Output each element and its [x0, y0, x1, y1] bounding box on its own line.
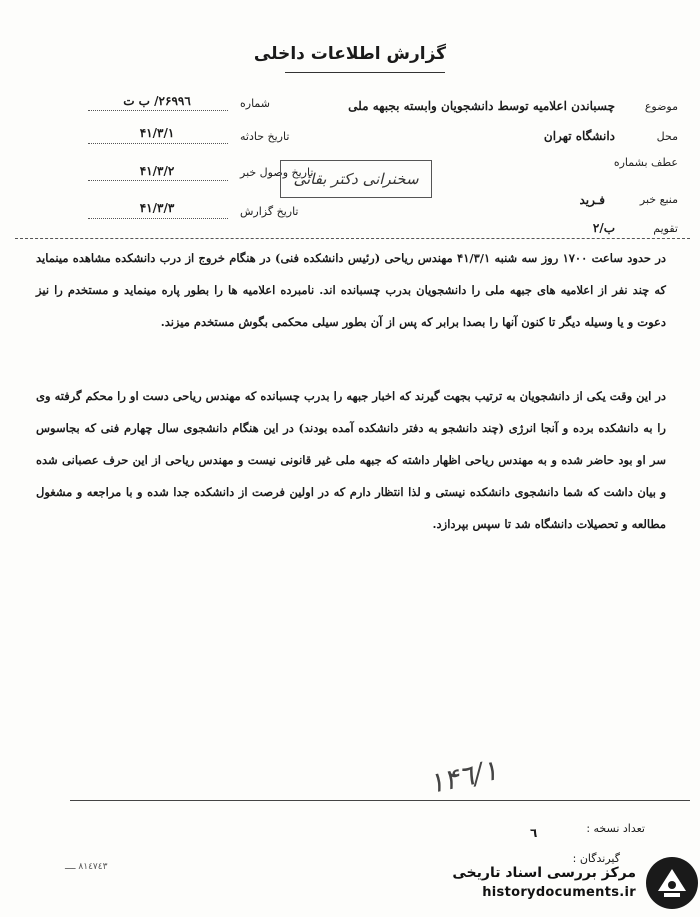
header-divider	[15, 238, 690, 239]
rating-value: ب/٢	[592, 221, 615, 235]
footer-divider	[70, 800, 690, 801]
handwritten-signature: ١۴٦/١	[425, 753, 501, 801]
recipients-label: گیرندگان :	[572, 852, 620, 865]
report-title: گزارش اطلاعات داخلی	[253, 44, 447, 64]
archive-logo-icon	[644, 855, 700, 911]
incident-date-value: ۴١/٣/١	[139, 126, 175, 140]
subject-stamp: سخنرانی دکتر بقائی	[280, 160, 432, 198]
place-label: محل	[656, 130, 678, 143]
incident-date-label: تاریخ حادثه	[240, 130, 290, 143]
incident-date-dotline	[88, 143, 228, 144]
subject-label: موضوع	[644, 100, 678, 113]
footer-code: ٨١٤٧٤٣ ــــ	[65, 862, 108, 872]
receipt-date-dotline	[88, 180, 228, 181]
number-dotline	[88, 110, 228, 111]
number-label: شماره	[240, 97, 271, 110]
source-value: فـرید	[579, 193, 605, 207]
body-paragraph: در این وقت یکی از دانشجویان به ترتیب بجهت گیرند که اخبار جبهه را بدرب چسبانده که مهندس ریاحی دست او را محکم گرفته وی را به دانشکده برده و آنجا انرژی (چند دانشجو به دفتر دانشکده آمده بودند) در این هنگام دانشجوی سال چهارم فنی که بجاسوس سر او بود حاضر شده و به مهندس ریاحی اظهار داشته که جبهه ملی غیر قانونی نیست و مهندس ریاحی از این حرف عصبانی شده و بیان داشت که شما دانشجوی دانشکده نیستی و لذا انتظار دارم که در اولین فرصت از دانشکده جدا شده و با مراجعه و مشغول مطالعه و تحصیلات دانشگاه شد تا سپس بپردازد.	[36, 389, 666, 531]
receipt-date-value: ۴١/٣/٢	[139, 164, 175, 178]
report-date-dotline	[88, 218, 228, 219]
receipt-date-label: تاریخ وصول خبر	[240, 166, 314, 179]
report-date-label: تاریخ گزارش	[240, 205, 299, 218]
report-date-value: ۴١/٣/٣	[139, 201, 175, 215]
place-value: دانشگاه تهران	[543, 129, 615, 143]
watermark-name: مرکز بررسی اسناد تاریخی	[452, 865, 636, 881]
copies-value: ٦	[530, 826, 538, 840]
rating-label: تقویم	[653, 222, 678, 235]
source-label: منبع خبر	[639, 193, 678, 206]
reference-label: عطف بشماره	[613, 156, 678, 169]
subject-value: چسباندن اعلامیه توسط دانشجویان وابسته بجبهه ملی	[348, 99, 615, 113]
number-value: ٢۶٩٩٦/ ب ت	[123, 94, 191, 108]
watermark-url: historydocuments.ir	[482, 885, 636, 900]
archive-watermark	[410, 848, 700, 917]
body-paragraph: در حدود ساعت ١٧٠٠ روز سه شنبه ۴١/٣/١ مهندس ریاحی (رئیس دانشکده فنی) در هنگام خروج از درب دانشکده مشاهده مینماید که چند نفر از اعلامیه های جبهه ملی را دانشجویان بدرب چسبانده اند. نامبرده اعلامیه ها را بطور پاره مینماید و مستخدم را نیز دعوت و یا وسیله دیگر تا کنون آنها را بصدا برابر که پس از آن بطور سیلی محکمی بگوش مستخدم میزند.	[36, 251, 667, 329]
copies-label: تعداد نسخه :	[586, 822, 645, 835]
title-underline	[285, 72, 445, 73]
